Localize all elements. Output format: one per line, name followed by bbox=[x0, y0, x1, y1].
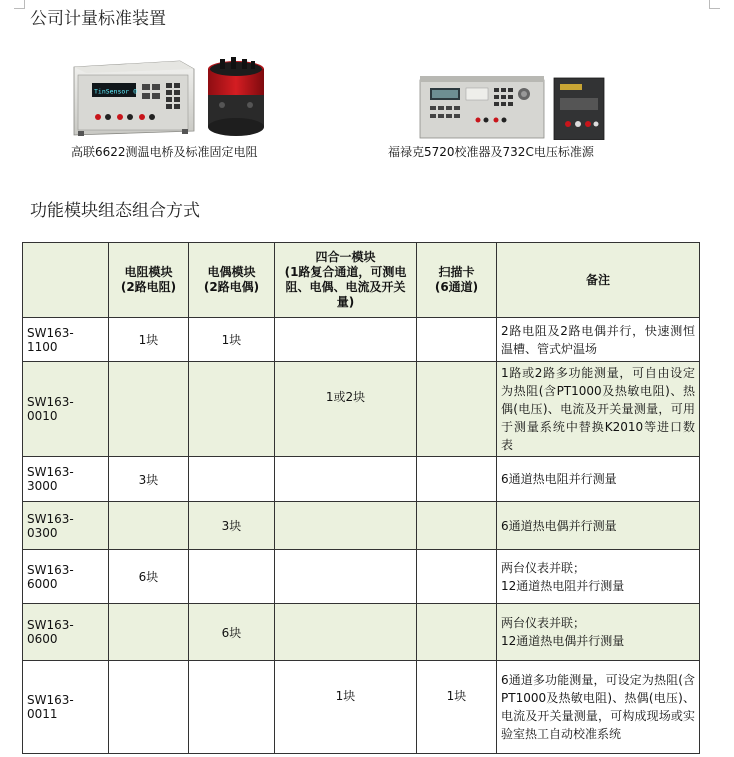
four-in-one-count-cell: 1块 bbox=[275, 661, 417, 754]
scan-card-count-cell: 1块 bbox=[417, 661, 497, 754]
scan-card-count-cell bbox=[417, 502, 497, 550]
model-cell: SW163-3000 bbox=[23, 457, 109, 502]
table-row bbox=[23, 502, 700, 550]
bridge-and-resistor-photo bbox=[70, 55, 270, 143]
scan-card-count-cell bbox=[417, 604, 497, 661]
table-header-row bbox=[23, 243, 700, 318]
header-scan-card: 扫描卡 (6通道) bbox=[417, 243, 497, 318]
note-cell: 两台仪表并联； 12通道热电偶并行测量 bbox=[497, 604, 700, 661]
header-thermocouple-module: 电偶模块 (2路电偶) bbox=[189, 243, 275, 318]
model-cell: SW163-6000 bbox=[23, 550, 109, 604]
photo-caption-bridge: 高联6622测温电桥及标准固定电阻 bbox=[71, 145, 258, 159]
note-cell: 两台仪表并联； 12通道热电阻并行测量 bbox=[497, 550, 700, 604]
thermocouple-count-cell bbox=[189, 457, 275, 502]
four-in-one-count-cell bbox=[275, 502, 417, 550]
thermocouple-count-cell bbox=[189, 362, 275, 457]
note-cell: 6通道多功能测量，可设定为热阻(含PT1000及热敏电阻)、热偶(电压)、电流及开关量测量，可构成现场或实验室热工自动校准系统 bbox=[497, 661, 700, 754]
photo-caption-calibrator: 福禄克5720校准器及732C电压标准源 bbox=[388, 145, 594, 159]
header-notes: 备注 bbox=[497, 243, 700, 318]
header-model bbox=[23, 243, 109, 318]
scan-card-count-cell bbox=[417, 318, 497, 362]
resistance-count-cell bbox=[109, 661, 189, 754]
header-resistance-module: 电阻模块 (2路电阻) bbox=[109, 243, 189, 318]
resistance-count-cell: 6块 bbox=[109, 550, 189, 604]
note-cell: 6通道热电阻并行测量 bbox=[497, 457, 700, 502]
page-corner-mark-left bbox=[14, 0, 25, 9]
module-combination-table bbox=[22, 242, 700, 754]
table-row bbox=[23, 661, 700, 754]
resistance-count-cell bbox=[109, 502, 189, 550]
model-cell: SW163-1100 bbox=[23, 318, 109, 362]
four-in-one-count-cell bbox=[275, 604, 417, 661]
four-in-one-count-cell bbox=[275, 457, 417, 502]
model-cell: SW163-0300 bbox=[23, 502, 109, 550]
model-cell: SW163-0600 bbox=[23, 604, 109, 661]
section-title-modules: 功能模块组态组合方式 bbox=[30, 201, 200, 221]
scan-card-count-cell bbox=[417, 550, 497, 604]
scan-card-count-cell bbox=[417, 457, 497, 502]
four-in-one-count-cell bbox=[275, 550, 417, 604]
four-in-one-count-cell: 1或2块 bbox=[275, 362, 417, 457]
thermocouple-count-cell: 1块 bbox=[189, 318, 275, 362]
table-row bbox=[23, 457, 700, 502]
scan-card-count-cell bbox=[417, 362, 497, 457]
thermocouple-count-cell: 3块 bbox=[189, 502, 275, 550]
device-display-text: TinSensor 0 bbox=[94, 87, 138, 96]
page-corner-mark-right bbox=[709, 0, 720, 9]
note-cell: 6通道热电偶并行测量 bbox=[497, 502, 700, 550]
thermocouple-count-cell bbox=[189, 661, 275, 754]
section-title-standards: 公司计量标准装置 bbox=[30, 9, 166, 29]
resistance-count-cell bbox=[109, 362, 189, 457]
resistance-count-cell: 1块 bbox=[109, 318, 189, 362]
table-row bbox=[23, 550, 700, 604]
table-row bbox=[23, 362, 700, 457]
model-cell: SW163-0011 bbox=[23, 661, 109, 754]
four-in-one-count-cell bbox=[275, 318, 417, 362]
calibrator-and-voltage-standard-photo bbox=[418, 70, 608, 140]
table-row bbox=[23, 318, 700, 362]
thermocouple-count-cell: 6块 bbox=[189, 604, 275, 661]
note-cell: 2路电阻及2路电偶并行，快速测恒温槽、管式炉温场 bbox=[497, 318, 700, 362]
model-cell: SW163-0010 bbox=[23, 362, 109, 457]
note-cell: 1路或2路多功能测量，可自由设定为热阻(含PT1000及热敏电阻)、热偶(电压)、电流及开关量测量，可用于测量系统中替换K2010等进口数表 bbox=[497, 362, 700, 457]
thermocouple-count-cell bbox=[189, 550, 275, 604]
header-four-in-one-module: 四合一模块 (1路复合通道，可测电阻、电偶、电流及开关量) bbox=[275, 243, 417, 318]
table-row bbox=[23, 604, 700, 661]
resistance-count-cell: 3块 bbox=[109, 457, 189, 502]
resistance-count-cell bbox=[109, 604, 189, 661]
